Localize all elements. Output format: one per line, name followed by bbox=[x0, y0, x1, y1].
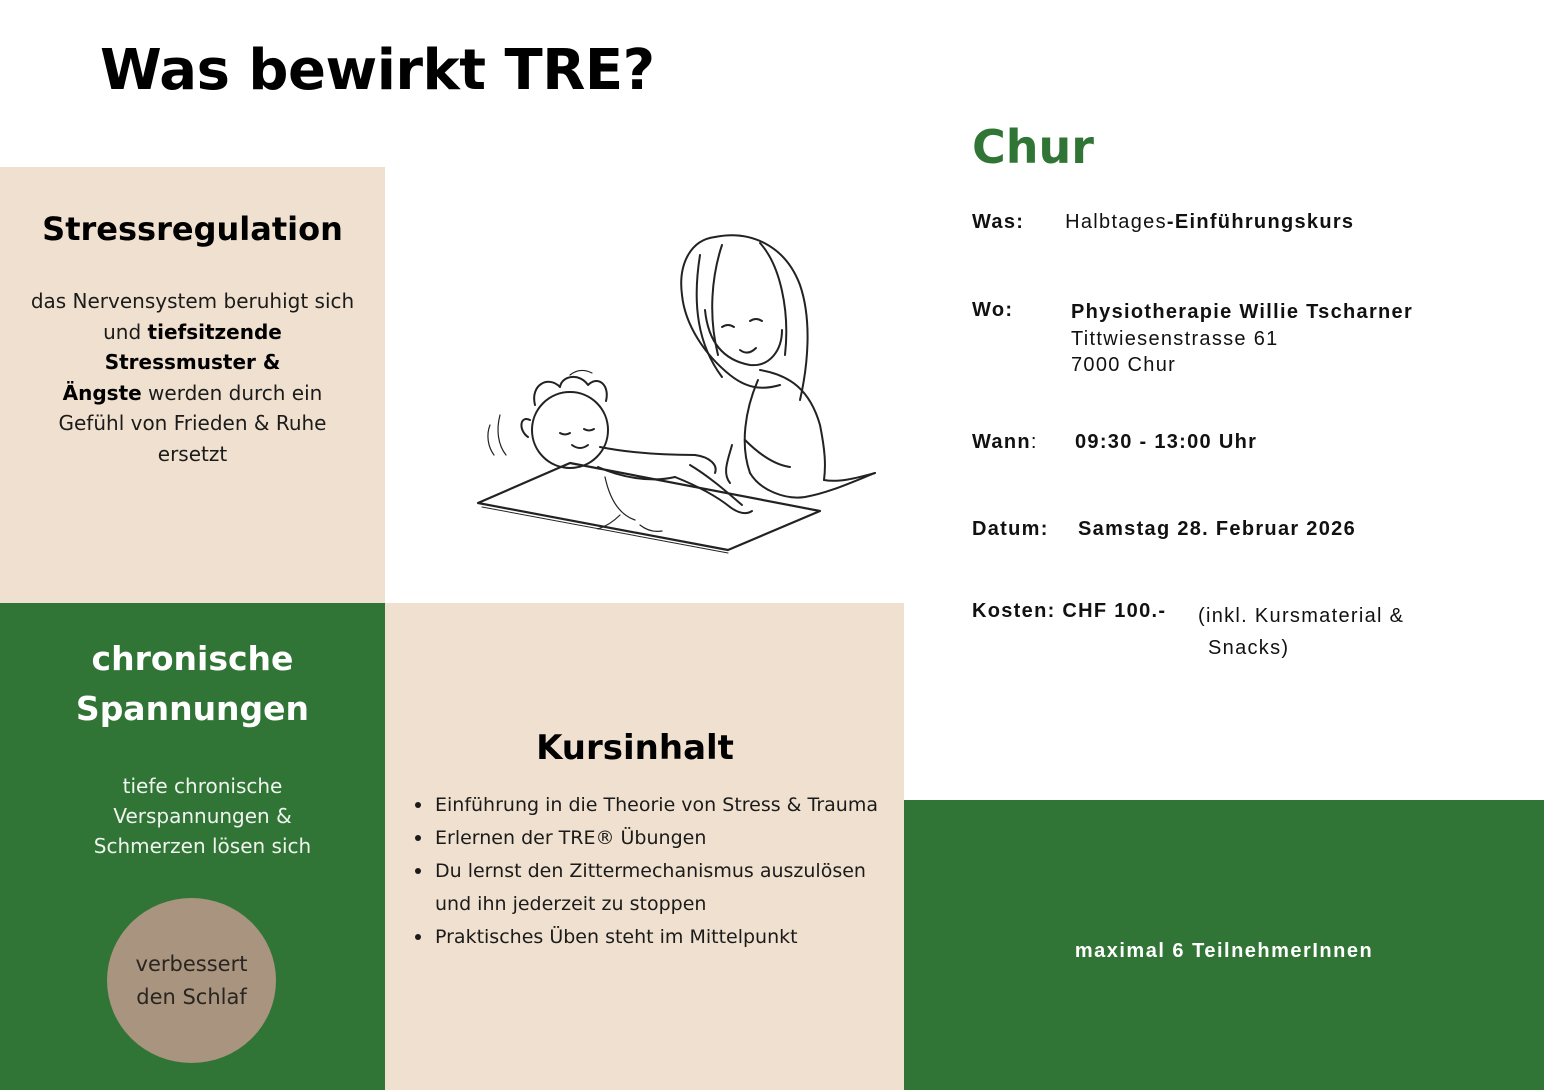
page-headline: Was bewirkt TRE? bbox=[100, 38, 655, 103]
was-value bbox=[1065, 211, 1354, 233]
stress-bold-1: tiefsitzende Stressmuster & bbox=[104, 319, 282, 374]
stress-body bbox=[30, 286, 355, 469]
wann-value: 09:30 - 13:00 Uhr bbox=[1075, 431, 1258, 453]
wo-name: Physiotherapie Willie Tscharner bbox=[1071, 301, 1414, 323]
chronic-title-line1: chronische bbox=[91, 639, 294, 678]
kosten-label: Kosten: CHF 100.- bbox=[972, 600, 1167, 622]
datum-label: Datum: bbox=[972, 518, 1049, 540]
kosten-note-line1: (inkl. Kursmaterial & bbox=[1198, 605, 1405, 627]
chronic-body: tiefe chronische Verspannungen & Schmerzen lösen sich bbox=[93, 774, 312, 858]
wo-label: Wo: bbox=[972, 299, 1014, 321]
wo-street: Tittwiesenstrasse 61 bbox=[1071, 327, 1279, 350]
was-value-bold: -Einführungskurs bbox=[1166, 211, 1355, 233]
stress-title: Stressregulation bbox=[42, 210, 343, 248]
wann-row bbox=[972, 431, 1038, 454]
was-row bbox=[972, 211, 1354, 234]
wo-city: 7000 Chur bbox=[1071, 354, 1177, 376]
circle-line2: den Schlaf bbox=[136, 984, 247, 1009]
wo-address bbox=[1071, 299, 1413, 379]
kosten-note bbox=[1198, 600, 1404, 664]
wann-colon: : bbox=[1030, 431, 1038, 453]
tre-illustration bbox=[460, 215, 900, 595]
was-value-plain: Halbtages bbox=[1065, 211, 1167, 233]
max-participants: maximal 6 TeilnehmerInnen bbox=[1074, 940, 1374, 962]
kurs-title: Kursinhalt bbox=[536, 728, 734, 768]
list-item: Einführung in die Theorie von Stress & Trauma bbox=[415, 789, 885, 822]
stress-text-2: werden durch ein Gefühl von Frieden & Ruhe ersetzt bbox=[58, 380, 327, 466]
stress-bold-2: Ängste bbox=[62, 380, 142, 405]
stress-text-1: das Nervensystem beruhigt sich und bbox=[30, 289, 355, 344]
sleep-circle-badge bbox=[107, 898, 276, 1063]
circle-line1: verbessert bbox=[135, 951, 248, 976]
was-label: Was: bbox=[972, 211, 1025, 233]
list-item: Praktisches Üben steht im Mittelpunkt bbox=[415, 921, 885, 954]
list-item: Du lernst den Zittermechanismus auszulösen und ihn jederzeit zu stoppen bbox=[415, 855, 885, 921]
wann-label: Wann bbox=[972, 431, 1031, 453]
kosten-note-line2: Snacks) bbox=[1208, 637, 1290, 659]
kurs-list bbox=[415, 789, 885, 954]
city-title: Chur bbox=[972, 120, 1094, 174]
chronic-title bbox=[0, 634, 385, 734]
list-item: Erlernen der TRE® Übungen bbox=[415, 822, 885, 855]
datum-value: Samstag 28. Februar 2026 bbox=[1078, 518, 1356, 540]
chronic-title-line2: Spannungen bbox=[75, 689, 310, 728]
